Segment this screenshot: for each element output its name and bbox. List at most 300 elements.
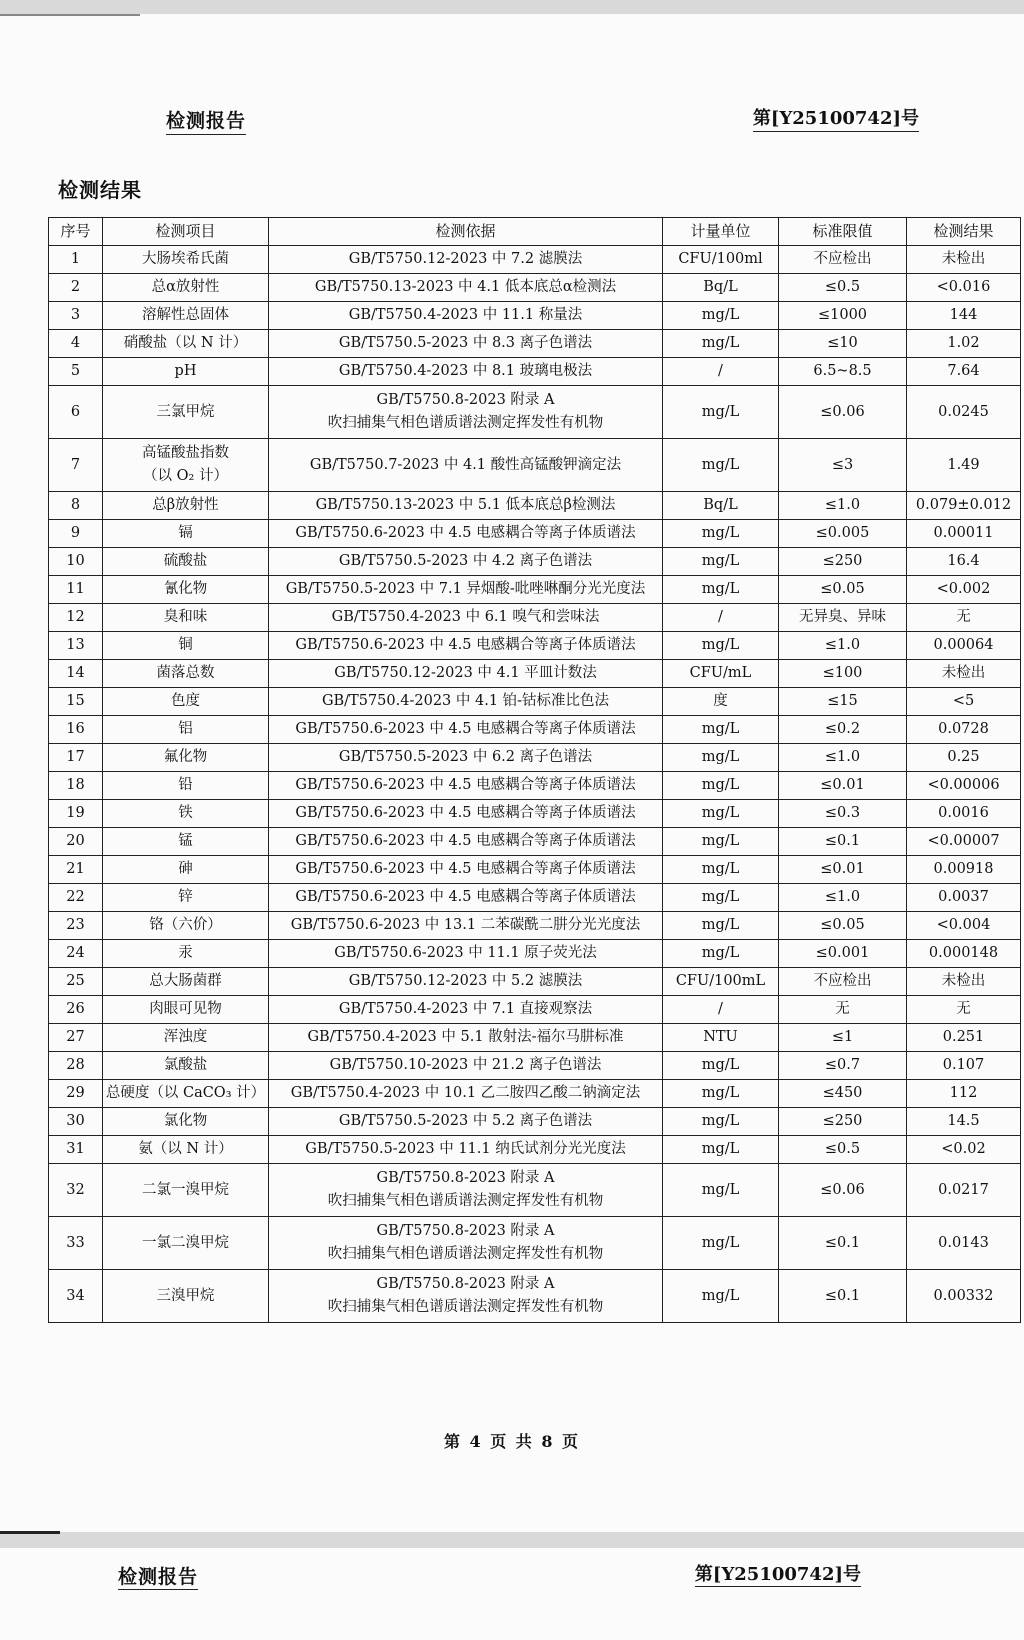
page-edge-line <box>0 14 140 16</box>
table-row <box>49 520 1021 548</box>
row-no-cell <box>49 1136 103 1164</box>
row-item-cell <box>103 1052 269 1080</box>
row-limit-cell <box>779 604 907 632</box>
row-unit-text: mg/L <box>701 1181 740 1198</box>
row-limit-text: ≤0.1 <box>824 833 861 850</box>
row-unit-text: mg/L <box>701 1287 740 1304</box>
table-row <box>49 856 1021 884</box>
row-item-text: 氟化物 <box>163 749 208 766</box>
row-limit-cell <box>779 1108 907 1136</box>
col-header-result: 检测结果 <box>907 218 1021 246</box>
row-limit-text: ≤0.2 <box>824 721 861 738</box>
row-method-text: GB/T5750.12-2023 中 4.1 平皿计数法 <box>334 665 597 682</box>
table-row <box>49 688 1021 716</box>
row-method-cell <box>269 632 663 660</box>
row-no-text: 21 <box>66 861 85 878</box>
row-method-text: GB/T5750.6-2023 中 4.5 电感耦合等离子体质谱法 <box>295 525 636 542</box>
row-result-cell <box>907 660 1021 688</box>
row-method-cell <box>269 604 663 632</box>
row-method-text: GB/T5750.7-2023 中 4.1 酸性高锰酸钾滴定法 <box>309 456 622 473</box>
row-no-cell <box>49 274 103 302</box>
row-limit-cell <box>779 884 907 912</box>
row-result-cell <box>907 884 1021 912</box>
row-result-text: 112 <box>949 1085 978 1102</box>
row-limit-text: 无异臭、异味 <box>799 609 886 626</box>
row-unit-cell <box>663 439 779 492</box>
row-method-text-line2: 吹扫捕集气相色谱质谱法测定挥发性有机物 <box>327 1246 604 1262</box>
row-method-cell <box>269 439 663 492</box>
row-no-text: 5 <box>70 363 81 380</box>
table-row <box>49 492 1021 520</box>
row-unit-text: mg/L <box>701 335 740 352</box>
table-row <box>49 1164 1021 1217</box>
row-no-text: 4 <box>70 335 81 352</box>
row-no-cell <box>49 744 103 772</box>
table-row <box>49 828 1021 856</box>
row-limit-text: ≤1.0 <box>824 889 861 906</box>
row-limit-cell <box>779 744 907 772</box>
row-no-text: 24 <box>66 945 85 962</box>
row-item-cell <box>103 688 269 716</box>
row-item-text: 铬（六价） <box>149 917 222 934</box>
row-method-text: GB/T5750.5-2023 中 11.1 纳氏试剂分光光度法 <box>305 1141 626 1158</box>
row-result-cell <box>907 576 1021 604</box>
row-result-cell <box>907 940 1021 968</box>
row-method-cell <box>269 884 663 912</box>
table-row <box>49 1052 1021 1080</box>
row-no-text: 20 <box>66 833 85 850</box>
table-row <box>49 1270 1021 1323</box>
row-method-text: GB/T5750.6-2023 中 4.5 电感耦合等离子体质谱法 <box>295 889 636 906</box>
row-item-cell <box>103 604 269 632</box>
row-item-cell <box>103 856 269 884</box>
row-no-text: 18 <box>66 777 85 794</box>
row-limit-cell <box>779 1052 907 1080</box>
row-no-cell <box>49 1108 103 1136</box>
row-method-cell <box>269 660 663 688</box>
row-item-text: 氰化物 <box>163 581 208 598</box>
row-item-cell <box>103 1164 269 1217</box>
row-no-text: 28 <box>66 1057 85 1074</box>
row-item-cell <box>103 274 269 302</box>
row-result-text: 0.0245 <box>938 403 989 420</box>
row-unit-cell <box>663 1052 779 1080</box>
results-table <box>48 217 1021 1323</box>
row-unit-cell <box>663 302 779 330</box>
row-no-text: 15 <box>66 693 85 710</box>
section-title: 检测结果 <box>58 178 142 202</box>
row-method-text: GB/T5750.4-2023 中 11.1 称量法 <box>348 307 583 324</box>
table-row <box>49 439 1021 492</box>
row-item-text: 总硬度（以 CaCO₃ 计） <box>105 1085 266 1102</box>
page-bottom-edge <box>0 1531 60 1534</box>
table-row <box>49 1217 1021 1270</box>
row-limit-text: ≤0.5 <box>824 279 861 296</box>
row-item-text: 大肠埃希氏菌 <box>142 251 229 268</box>
row-method-text: GB/T5750.8-2023 附录 A <box>376 1170 555 1187</box>
row-method-text: GB/T5750.10-2023 中 21.2 离子色谱法 <box>329 1057 602 1074</box>
row-result-text: 0.0217 <box>938 1181 989 1198</box>
row-unit-text: mg/L <box>701 1141 740 1158</box>
row-item-cell <box>103 1136 269 1164</box>
row-limit-cell <box>779 576 907 604</box>
table-row <box>49 358 1021 386</box>
row-item-text: 溶解性总固体 <box>142 307 229 324</box>
row-unit-cell <box>663 386 779 439</box>
row-result-cell <box>907 520 1021 548</box>
row-limit-cell <box>779 1024 907 1052</box>
row-no-cell <box>49 912 103 940</box>
row-limit-text: ≤0.06 <box>820 1181 865 1198</box>
row-item-text: 总大肠菌群 <box>149 973 222 990</box>
row-limit-cell <box>779 548 907 576</box>
report-page <box>0 14 1024 1532</box>
row-no-cell <box>49 632 103 660</box>
row-limit-text: 无 <box>835 1001 850 1018</box>
row-method-cell <box>269 716 663 744</box>
row-limit-text: ≤1.0 <box>824 749 861 766</box>
row-limit-text: 6.5~8.5 <box>813 363 872 380</box>
row-method-text: GB/T5750.13-2023 中 5.1 低本底总β检测法 <box>315 497 616 514</box>
row-limit-cell <box>779 386 907 439</box>
col-header-item: 检测项目 <box>103 218 269 246</box>
row-unit-text: CFU/100mL <box>675 973 766 990</box>
row-no-text: 7 <box>70 456 81 473</box>
row-result-text: 0.00332 <box>933 1287 994 1304</box>
row-item-cell <box>103 632 269 660</box>
row-limit-cell <box>779 1136 907 1164</box>
row-item-text: 高锰酸盐指数 <box>142 445 229 462</box>
row-method-cell <box>269 968 663 996</box>
row-limit-text: ≤1.0 <box>824 637 861 654</box>
row-result-text: 未检出 <box>941 665 986 682</box>
row-no-cell <box>49 940 103 968</box>
table-row <box>49 302 1021 330</box>
row-unit-text: mg/L <box>701 403 740 420</box>
row-no-cell <box>49 996 103 1024</box>
row-limit-text: 不应检出 <box>813 973 872 990</box>
row-unit-text: mg/L <box>701 861 740 878</box>
row-result-text: 0.0037 <box>938 889 989 906</box>
row-limit-text: ≤0.05 <box>820 917 865 934</box>
row-item-cell <box>103 1270 269 1323</box>
row-no-cell <box>49 330 103 358</box>
row-result-cell <box>907 1108 1021 1136</box>
row-result-cell <box>907 439 1021 492</box>
row-limit-cell <box>779 772 907 800</box>
row-result-cell <box>907 968 1021 996</box>
row-method-cell <box>269 576 663 604</box>
row-limit-cell <box>779 1270 907 1323</box>
row-result-text: 0.00918 <box>933 861 994 878</box>
row-no-text: 16 <box>66 721 85 738</box>
row-item-cell <box>103 358 269 386</box>
row-result-text: 0.0016 <box>938 805 989 822</box>
row-result-text: 无 <box>956 609 971 626</box>
next-page-header-title: 检测报告 <box>118 1562 198 1590</box>
row-method-text: GB/T5750.6-2023 中 4.5 电感耦合等离子体质谱法 <box>295 777 636 794</box>
row-item-cell <box>103 576 269 604</box>
table-row <box>49 968 1021 996</box>
row-unit-text: mg/L <box>701 1234 740 1251</box>
row-limit-cell <box>779 828 907 856</box>
row-result-cell <box>907 716 1021 744</box>
row-no-text: 31 <box>66 1141 85 1158</box>
row-method-cell <box>269 1136 663 1164</box>
row-result-text: 0.079±0.012 <box>915 497 1012 514</box>
row-limit-text: ≤250 <box>822 553 863 570</box>
row-result-cell <box>907 1024 1021 1052</box>
row-item-text: 汞 <box>178 945 193 962</box>
row-no-text: 25 <box>66 973 85 990</box>
col-header-no: 序号 <box>49 218 103 246</box>
row-result-text: 1.02 <box>947 335 980 352</box>
row-item-text: 铝 <box>178 721 193 738</box>
row-no-cell <box>49 660 103 688</box>
row-result-text: 7.64 <box>947 363 980 380</box>
row-result-cell <box>907 604 1021 632</box>
row-method-text: GB/T5750.4-2023 中 8.1 玻璃电极法 <box>338 363 593 380</box>
row-method-cell <box>269 302 663 330</box>
next-page-report-number: 第[Y25100742]号 <box>695 1560 861 1587</box>
row-limit-cell <box>779 968 907 996</box>
row-limit-cell <box>779 330 907 358</box>
row-no-text: 27 <box>66 1029 85 1046</box>
row-no-cell <box>49 1217 103 1270</box>
row-no-text: 29 <box>66 1085 85 1102</box>
row-no-text: 33 <box>66 1234 85 1251</box>
row-limit-text: ≤250 <box>822 1113 863 1130</box>
row-method-text: GB/T5750.4-2023 中 10.1 乙二胺四乙酸二钠滴定法 <box>290 1085 641 1102</box>
row-item-text: 硝酸盐（以 N 计） <box>123 335 248 352</box>
row-no-text: 26 <box>66 1001 85 1018</box>
row-unit-text: NTU <box>703 1029 738 1046</box>
row-limit-text: ≤0.1 <box>824 1287 861 1304</box>
row-item-text: 锰 <box>178 833 193 850</box>
row-method-cell <box>269 856 663 884</box>
row-unit-cell <box>663 1024 779 1052</box>
row-method-text: GB/T5750.6-2023 中 13.1 二苯碳酰二肼分光光度法 <box>290 917 641 934</box>
row-method-text-line2: 吹扫捕集气相色谱质谱法测定挥发性有机物 <box>327 1193 604 1209</box>
row-item-text: 砷 <box>178 861 193 878</box>
row-no-cell <box>49 520 103 548</box>
row-unit-cell <box>663 884 779 912</box>
row-result-text: 未检出 <box>941 973 986 990</box>
row-result-cell <box>907 358 1021 386</box>
row-result-text: 0.25 <box>947 749 980 766</box>
row-unit-cell <box>663 772 779 800</box>
row-item-text: 镉 <box>178 525 193 542</box>
row-method-cell <box>269 800 663 828</box>
row-no-text: 14 <box>66 665 85 682</box>
row-unit-cell <box>663 1080 779 1108</box>
row-item-text: 总α放射性 <box>151 279 220 296</box>
row-item-text: 三氯甲烷 <box>156 403 215 420</box>
row-item-cell <box>103 330 269 358</box>
row-unit-cell <box>663 246 779 274</box>
table-row <box>49 744 1021 772</box>
table-body <box>49 246 1021 1323</box>
row-result-cell <box>907 274 1021 302</box>
row-unit-text: CFU/mL <box>689 665 752 682</box>
row-no-cell <box>49 358 103 386</box>
row-method-text: GB/T5750.8-2023 附录 A <box>376 392 555 409</box>
row-limit-cell <box>779 1217 907 1270</box>
row-unit-cell <box>663 912 779 940</box>
row-limit-cell <box>779 302 907 330</box>
table-row <box>49 716 1021 744</box>
table-row <box>49 632 1021 660</box>
row-item-text: 氯化物 <box>163 1113 208 1130</box>
table-row <box>49 1136 1021 1164</box>
row-unit-cell <box>663 828 779 856</box>
row-limit-text: ≤0.06 <box>820 403 865 420</box>
row-item-cell <box>103 968 269 996</box>
row-limit-cell <box>779 688 907 716</box>
row-method-cell <box>269 744 663 772</box>
row-item-text: 氨（以 N 计） <box>138 1141 233 1158</box>
row-result-text: <0.02 <box>941 1141 986 1158</box>
row-result-cell <box>907 856 1021 884</box>
row-unit-cell <box>663 940 779 968</box>
row-item-cell <box>103 660 269 688</box>
row-result-text: 0.000148 <box>928 945 999 962</box>
row-method-text: GB/T5750.6-2023 中 4.5 电感耦合等离子体质谱法 <box>295 805 636 822</box>
row-method-text: GB/T5750.4-2023 中 6.1 嗅气和尝味法 <box>331 609 600 626</box>
row-result-cell <box>907 772 1021 800</box>
row-no-cell <box>49 856 103 884</box>
row-no-cell <box>49 1080 103 1108</box>
row-method-cell <box>269 1164 663 1217</box>
row-item-cell <box>103 520 269 548</box>
row-no-text: 1 <box>70 251 81 268</box>
row-method-text: GB/T5750.6-2023 中 4.5 电感耦合等离子体质谱法 <box>295 721 636 738</box>
row-no-text: 17 <box>66 749 85 766</box>
table-row <box>49 912 1021 940</box>
row-limit-text: ≤1 <box>831 1029 854 1046</box>
row-result-cell <box>907 302 1021 330</box>
row-limit-cell <box>779 520 907 548</box>
row-limit-text: 不应检出 <box>813 251 872 268</box>
row-item-text: 二氯一溴甲烷 <box>142 1181 229 1198</box>
row-no-cell <box>49 246 103 274</box>
row-method-text: GB/T5750.13-2023 中 4.1 低本底总α检测法 <box>314 279 617 296</box>
row-unit-text: / <box>718 1001 723 1018</box>
row-no-cell <box>49 884 103 912</box>
row-no-cell <box>49 800 103 828</box>
row-no-text: 8 <box>70 497 81 514</box>
table-row <box>49 940 1021 968</box>
row-method-cell <box>269 520 663 548</box>
row-unit-text: mg/L <box>701 749 740 766</box>
row-unit-text: Bq/L <box>703 279 738 296</box>
row-limit-cell <box>779 856 907 884</box>
row-method-cell <box>269 246 663 274</box>
row-item-cell <box>103 246 269 274</box>
row-method-cell <box>269 1080 663 1108</box>
row-result-text: <0.002 <box>936 581 991 598</box>
row-no-cell <box>49 1024 103 1052</box>
row-method-cell <box>269 828 663 856</box>
table-row <box>49 660 1021 688</box>
row-method-text: GB/T5750.5-2023 中 6.2 离子色谱法 <box>338 749 593 766</box>
row-item-text: 色度 <box>171 693 200 710</box>
row-item-text: 铅 <box>178 777 193 794</box>
row-result-cell <box>907 1270 1021 1323</box>
row-item-text: 浑浊度 <box>163 1029 208 1046</box>
row-limit-text: ≤1000 <box>817 307 868 324</box>
row-no-cell <box>49 1270 103 1323</box>
row-method-cell <box>269 772 663 800</box>
row-method-text: GB/T5750.8-2023 附录 A <box>376 1223 555 1240</box>
row-no-text: 11 <box>66 581 85 598</box>
row-result-text: 0.00064 <box>933 637 994 654</box>
row-no-text: 10 <box>66 553 85 570</box>
table-row <box>49 548 1021 576</box>
row-item-text: 总β放射性 <box>152 497 219 514</box>
row-item-text: 肉眼可见物 <box>149 1001 222 1018</box>
table-row <box>49 884 1021 912</box>
row-item-text: 一氯二溴甲烷 <box>142 1234 229 1251</box>
row-result-cell <box>907 548 1021 576</box>
row-item-text: 氯酸盐 <box>163 1057 208 1074</box>
row-unit-text: mg/L <box>701 917 740 934</box>
row-item-cell <box>103 940 269 968</box>
row-limit-cell <box>779 358 907 386</box>
row-no-cell <box>49 302 103 330</box>
row-unit-text: mg/L <box>701 1085 740 1102</box>
col-header-limit: 标准限值 <box>779 218 907 246</box>
row-limit-cell <box>779 1080 907 1108</box>
row-limit-cell <box>779 246 907 274</box>
row-unit-text: mg/L <box>701 456 740 473</box>
row-unit-text: mg/L <box>701 1057 740 1074</box>
row-method-cell <box>269 912 663 940</box>
row-method-cell <box>269 1270 663 1323</box>
row-limit-cell <box>779 716 907 744</box>
row-limit-text: ≤10 <box>827 335 858 352</box>
row-method-cell <box>269 1024 663 1052</box>
row-item-cell <box>103 716 269 744</box>
row-no-text: 30 <box>66 1113 85 1130</box>
row-method-cell <box>269 1052 663 1080</box>
row-no-cell <box>49 604 103 632</box>
row-method-cell <box>269 274 663 302</box>
row-method-cell <box>269 386 663 439</box>
row-limit-cell <box>779 274 907 302</box>
row-unit-cell <box>663 996 779 1024</box>
row-unit-cell <box>663 274 779 302</box>
row-result-cell <box>907 912 1021 940</box>
col-header-method: 检测依据 <box>269 218 663 246</box>
row-limit-text: ≤0.01 <box>820 777 865 794</box>
table-row <box>49 1080 1021 1108</box>
row-limit-cell <box>779 660 907 688</box>
row-unit-text: CFU/100ml <box>678 251 763 268</box>
row-limit-text: ≤0.01 <box>820 861 865 878</box>
row-no-text: 32 <box>66 1181 85 1198</box>
row-result-cell <box>907 1052 1021 1080</box>
row-result-cell <box>907 386 1021 439</box>
row-no-cell <box>49 386 103 439</box>
row-item-cell <box>103 884 269 912</box>
row-no-text: 12 <box>66 609 85 626</box>
row-limit-text: ≤15 <box>827 693 858 710</box>
row-method-text-line2: 吹扫捕集气相色谱质谱法测定挥发性有机物 <box>327 1299 604 1315</box>
row-unit-text: mg/L <box>701 637 740 654</box>
row-no-cell <box>49 828 103 856</box>
table-row <box>49 576 1021 604</box>
